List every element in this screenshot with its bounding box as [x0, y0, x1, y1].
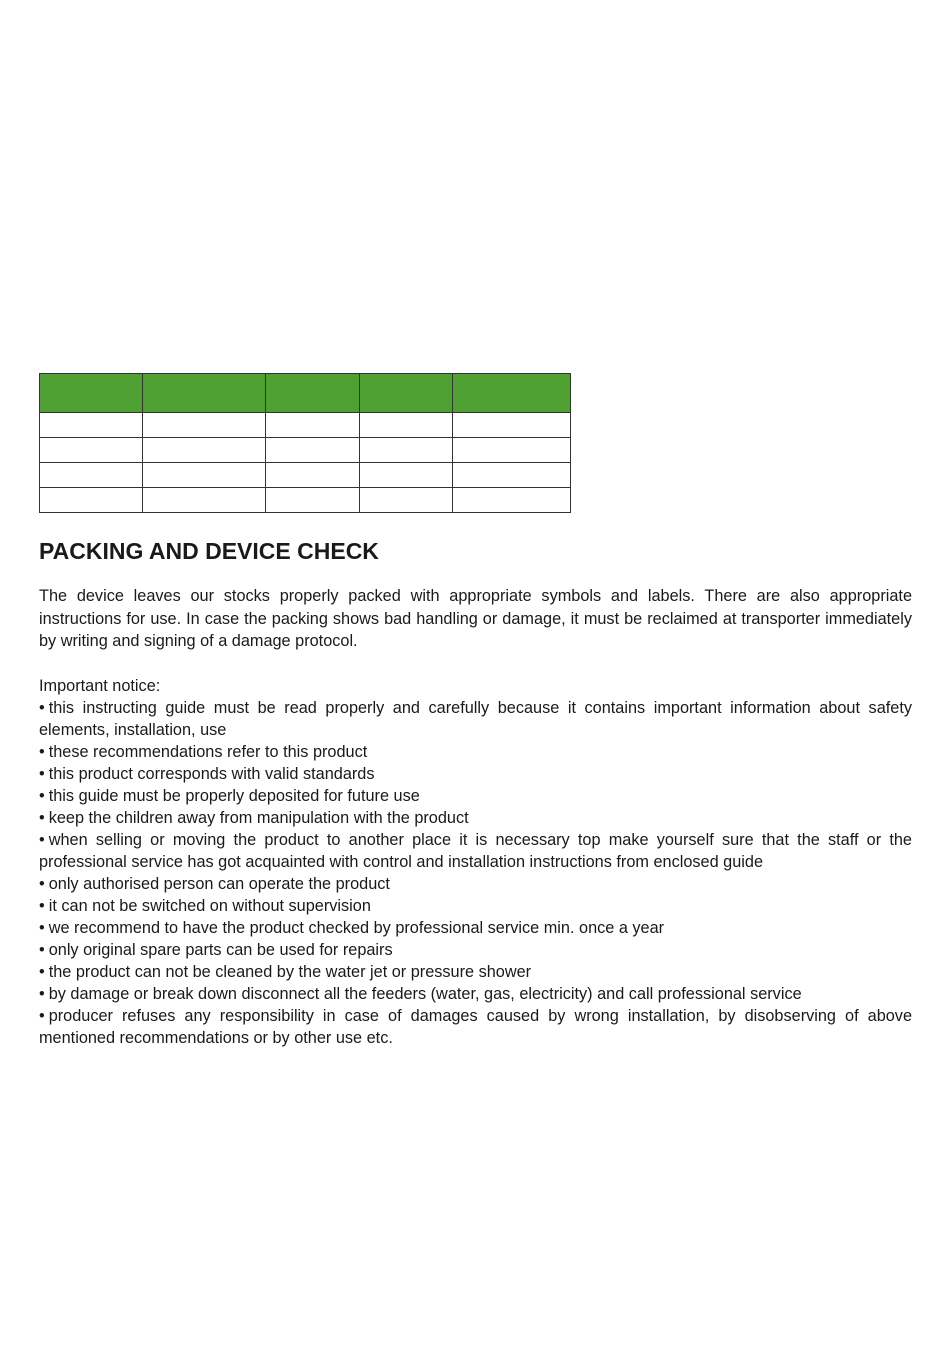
table-header-row — [40, 374, 571, 413]
table-cell — [143, 463, 266, 488]
notice-item — [39, 829, 912, 873]
notice-item — [39, 697, 912, 741]
notice-text: when selling or moving the product to another place it is necessary top make yourself sure that the staff or the professional service has got acquainted with control and installation instructions from enclosed guide — [39, 830, 912, 871]
notice-text: the product can not be cleaned by the water jet or pressure shower — [48, 962, 532, 981]
table-cell — [453, 413, 571, 438]
table-body — [40, 413, 571, 513]
table-cell — [360, 463, 453, 488]
bullet-icon: • — [39, 918, 45, 937]
notice-item — [39, 917, 912, 939]
table-header-cell — [360, 374, 453, 413]
notice-text: these recommendations refer to this product — [48, 742, 368, 761]
table-cell — [143, 488, 266, 513]
bullet-icon: • — [39, 808, 45, 827]
table-cell — [143, 438, 266, 463]
notice-text: only authorised person can operate the product — [48, 874, 390, 893]
bullet-icon: • — [39, 786, 45, 805]
table-row — [40, 488, 571, 513]
notice-text: producer refuses any responsibility in case of damages caused by wrong installation, by disobserving of above mentioned recommendations or by other use etc. — [39, 1006, 912, 1047]
notice-item — [39, 873, 912, 895]
bullet-icon: • — [39, 896, 45, 915]
table-row — [40, 463, 571, 488]
bullet-icon: • — [39, 698, 45, 717]
notice-item — [39, 961, 912, 983]
table-cell — [40, 438, 143, 463]
notice-text: only original spare parts can be used for repairs — [48, 940, 393, 959]
notice-item — [39, 741, 912, 763]
bullet-icon: • — [39, 984, 45, 1003]
table-cell — [360, 438, 453, 463]
table-row — [40, 438, 571, 463]
notice-list — [39, 697, 912, 1049]
notice-item — [39, 785, 912, 807]
table-header-cell — [143, 374, 266, 413]
bullet-icon: • — [39, 830, 45, 849]
intro-paragraph: The device leaves our stocks properly packed with appropriate symbols and labels. There are also appropriate instructions for use. In case the packing shows bad handling or damage, it must be reclaimed at transporter immediately by writing and signing of a damage protocol. — [39, 587, 912, 650]
table-header-cell — [453, 374, 571, 413]
notice-text: by damage or break down disconnect all the feeders (water, gas, electricity) and call professional service — [48, 984, 802, 1003]
table-cell — [266, 438, 360, 463]
table-cell — [453, 463, 571, 488]
notice-text: we recommend to have the product checked by professional service min. once a year — [48, 918, 665, 937]
bullet-icon: • — [39, 764, 45, 783]
notice-text: this instructing guide must be read properly and carefully because it contains important information about safety elements, installation, use — [39, 698, 912, 739]
notice-item — [39, 1005, 912, 1049]
section-title: PACKING AND DEVICE CHECK — [39, 538, 379, 564]
table-header-cell — [40, 374, 143, 413]
bullet-icon: • — [39, 742, 45, 761]
spec-table — [39, 373, 571, 513]
notice-item — [39, 983, 912, 1005]
table-cell — [453, 488, 571, 513]
notice-label: Important notice: — [39, 676, 161, 695]
table-cell — [266, 463, 360, 488]
table-cell — [453, 438, 571, 463]
table-cell — [40, 413, 143, 438]
notice-item — [39, 807, 912, 829]
table-cell — [266, 488, 360, 513]
notice-item — [39, 763, 912, 785]
bullet-icon: • — [39, 874, 45, 893]
bullet-icon: • — [39, 940, 45, 959]
notice-text: keep the children away from manipulation with the product — [48, 808, 469, 827]
bullet-icon: • — [39, 1006, 45, 1025]
table-cell — [40, 463, 143, 488]
notice-text: this product corresponds with valid standards — [48, 764, 375, 783]
table-cell — [360, 488, 453, 513]
table-cell — [360, 413, 453, 438]
table-cell — [40, 488, 143, 513]
table-cell — [143, 413, 266, 438]
table-row — [40, 413, 571, 438]
table-header-cell — [266, 374, 360, 413]
table-cell — [266, 413, 360, 438]
bullet-icon: • — [39, 962, 45, 981]
packing-section — [39, 538, 912, 1049]
notice-text: it can not be switched on without supervision — [48, 896, 371, 915]
notice-item — [39, 895, 912, 917]
notice-item — [39, 939, 912, 961]
notice-text: this guide must be properly deposited for future use — [48, 786, 420, 805]
